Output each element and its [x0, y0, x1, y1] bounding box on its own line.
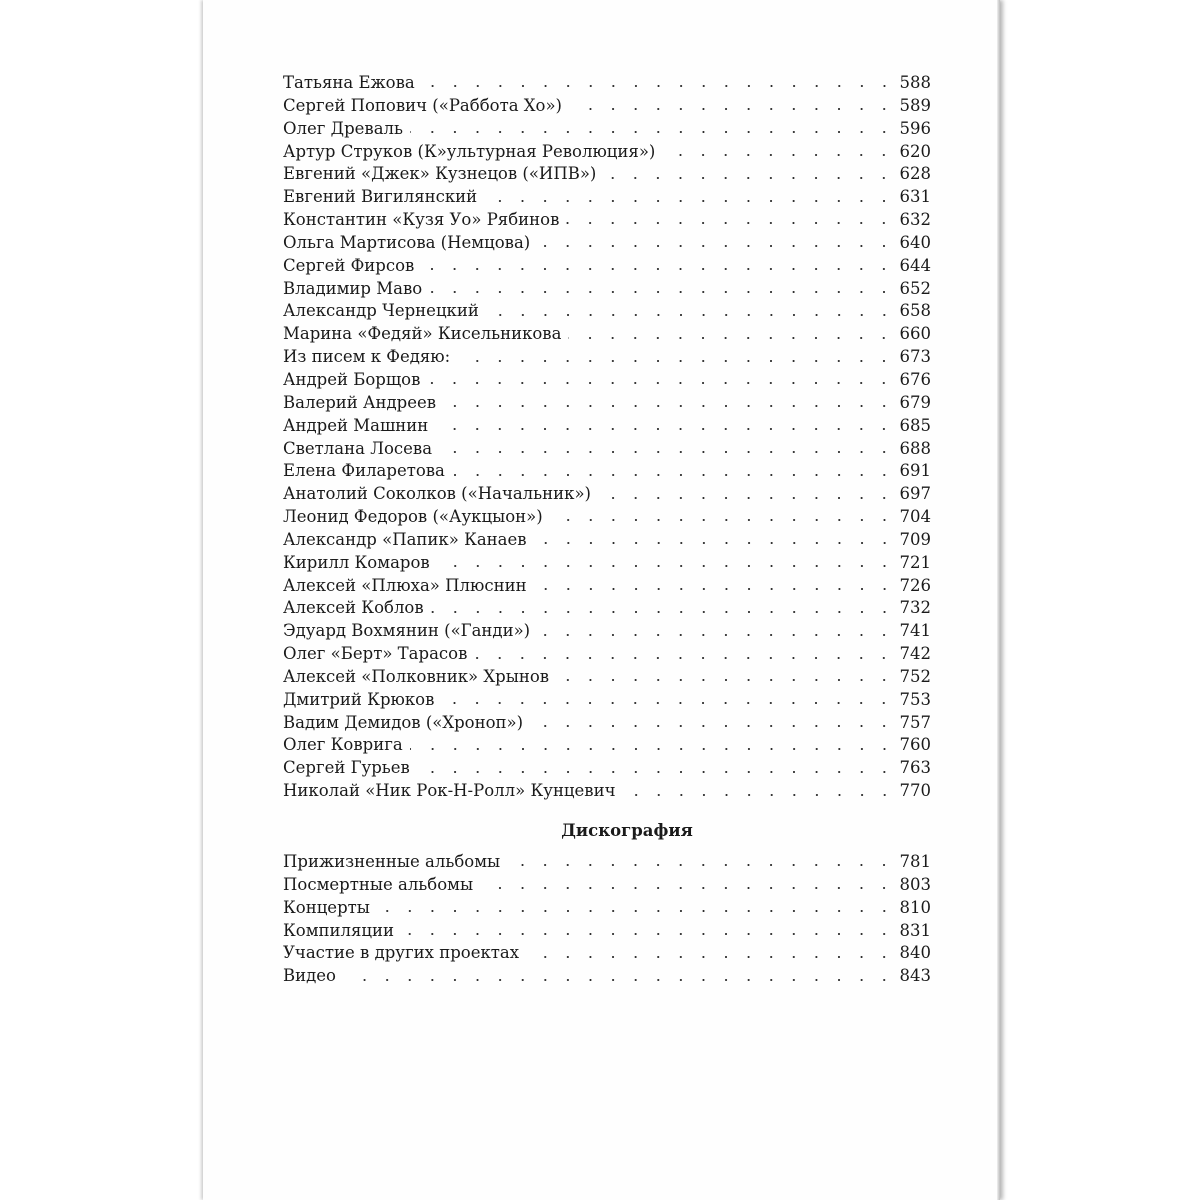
toc-entry	[283, 920, 931, 943]
toc-entry	[283, 392, 931, 415]
entry-title: Леонид Федоров («Аукцыон»)	[283, 507, 543, 527]
entry-page-number: 763	[899, 758, 931, 778]
entry-page-number: 757	[899, 712, 931, 732]
entry-page-number: 589	[899, 95, 931, 115]
entry-title: Алексей «Плюха» Плюснин	[283, 575, 527, 595]
toc-entry	[283, 118, 931, 141]
dot-leader	[343, 978, 896, 982]
dot-leader	[427, 381, 895, 385]
toc-entry	[283, 186, 931, 209]
entry-title: Светлана Лосева	[283, 438, 433, 458]
entry-title: Прижизненные альбомы	[283, 852, 501, 871]
entry-page-number: 628	[899, 164, 931, 184]
dot-leader	[623, 793, 896, 797]
discography-heading: Дискография	[561, 821, 693, 840]
entry-title: Эдуард Вохмянин («Ганди»)	[283, 621, 531, 641]
entry-page-number: 732	[899, 598, 931, 618]
entry-title: Евгений Вигилянский	[283, 187, 478, 207]
dot-leader	[429, 290, 895, 294]
entry-page-number: 742	[899, 644, 931, 664]
entry-title: Кирилл Комаров	[283, 552, 430, 572]
dot-leader	[417, 770, 896, 774]
entry-page-number: 685	[899, 415, 931, 435]
entry-page-number: 644	[899, 255, 931, 275]
toc-entry	[283, 438, 931, 461]
dot-leader	[422, 84, 896, 88]
toc-entry	[283, 643, 931, 666]
discography-list	[283, 851, 931, 988]
dot-leader	[507, 863, 895, 867]
entry-title: Сергей Попович («Раббота Хо»)	[283, 95, 562, 115]
toc-entry	[283, 346, 931, 369]
dot-leader	[534, 587, 896, 591]
entry-page-number: 596	[899, 118, 931, 138]
entry-title: Валерий Андреев	[283, 392, 437, 412]
entry-title: Участие в других проектах	[283, 943, 520, 963]
toc-entry	[283, 942, 931, 965]
entry-page-number: 726	[899, 575, 931, 595]
dot-leader	[435, 427, 895, 431]
dot-leader	[474, 656, 895, 660]
entry-title: Алексей Коблов	[283, 598, 424, 618]
dot-leader	[662, 153, 895, 157]
toc-entry	[283, 95, 931, 118]
book-page	[203, 0, 1000, 1200]
entry-title: Марина «Федяй» Кисельникова	[283, 324, 562, 344]
entry-title: Елена Филаретова	[283, 461, 445, 481]
entry-title: Анатолий Соколков («Начальник»)	[283, 484, 591, 504]
dot-leader	[550, 518, 896, 522]
entry-title: Посмертные альбомы	[283, 874, 474, 894]
dot-leader	[437, 564, 896, 568]
dot-leader	[377, 909, 896, 913]
toc-entry	[283, 163, 931, 186]
toc-entry	[283, 483, 931, 506]
entry-page-number: 810	[899, 897, 931, 917]
dot-leader	[556, 678, 895, 682]
dot-leader	[443, 404, 895, 408]
entry-page-number: 760	[899, 735, 931, 755]
dot-leader	[457, 359, 895, 363]
entry-page-number: 752	[899, 666, 931, 686]
toc-entry	[283, 369, 931, 392]
entry-page-number: 753	[899, 689, 931, 709]
toc-entry	[283, 965, 931, 988]
entry-title: Александр «Папик» Канаев	[283, 529, 527, 549]
entry-title: Владимир Маво	[283, 278, 423, 298]
entry-title: Николай «Ник Рок-Н-Ролл» Кунцевич	[283, 781, 616, 801]
contents-list	[283, 72, 931, 803]
entry-title: Олег «Берт» Тарасов	[283, 644, 468, 664]
toc-entry	[283, 874, 931, 897]
dot-leader	[441, 701, 895, 705]
entry-title: Евгений «Джек» Кузнецов («ИПВ»)	[283, 164, 597, 184]
toc-entry	[283, 552, 931, 575]
toc-entry	[283, 141, 931, 164]
dot-leader	[484, 199, 895, 203]
dot-leader	[452, 473, 896, 477]
entry-title: Олег Коврига	[283, 735, 403, 755]
dot-leader	[486, 313, 896, 317]
toc-entry	[283, 209, 931, 232]
dot-leader	[401, 932, 895, 936]
toc-entry	[283, 575, 931, 598]
toc-entry	[283, 734, 931, 757]
dot-leader	[480, 886, 895, 890]
dot-leader	[534, 541, 896, 545]
toc-entry	[283, 506, 931, 529]
dot-leader	[603, 176, 895, 180]
entry-title: Алексей «Полковник» Хрынов	[283, 666, 550, 686]
entry-page-number: 741	[899, 621, 931, 641]
entry-title: Татьяна Ежова	[283, 73, 415, 92]
toc-entry	[283, 255, 931, 278]
toc-entry	[283, 323, 931, 346]
entry-title: Концерты	[283, 897, 370, 917]
entry-page-number: 704	[899, 507, 931, 527]
dot-leader	[568, 336, 895, 340]
entry-page-number: 679	[899, 392, 931, 412]
dot-leader	[537, 244, 895, 248]
toc-entry	[283, 72, 931, 95]
entry-title: Компиляции	[283, 920, 395, 940]
dot-leader	[439, 450, 895, 454]
toc-entry	[283, 851, 931, 874]
entry-title: Сергей Гурьев	[283, 758, 410, 778]
entry-page-number: 658	[899, 301, 931, 321]
entry-page-number: 721	[899, 552, 931, 572]
entry-page-number: 673	[899, 347, 931, 367]
entry-page-number: 691	[899, 461, 931, 481]
entry-page-number: 652	[899, 278, 931, 298]
entry-page-number: 803	[899, 874, 931, 894]
entry-title: Андрей Машнин	[283, 415, 429, 435]
entry-page-number: 660	[899, 324, 931, 344]
dot-leader	[530, 724, 895, 728]
entry-title: Из писем к Федяю:	[283, 347, 451, 367]
entry-page-number: 840	[899, 943, 931, 963]
toc-entry	[283, 666, 931, 689]
entry-page-number: 697	[899, 484, 931, 504]
toc-entry	[283, 757, 931, 780]
entry-title: Вадим Демидов («Хроноп»)	[283, 712, 524, 732]
entry-title: Сергей Фирсов	[283, 255, 415, 275]
entry-page-number: 781	[899, 852, 931, 871]
dot-leader	[526, 955, 895, 959]
entry-title: Олег Древаль	[283, 118, 403, 138]
dot-leader	[537, 633, 895, 637]
toc-entry	[283, 712, 931, 735]
toc-entry	[283, 232, 931, 255]
entry-page-number: 631	[899, 187, 931, 207]
dot-leader	[569, 107, 896, 111]
entry-page-number: 770	[899, 781, 931, 801]
toc-entry	[283, 897, 931, 920]
toc-entry	[283, 529, 931, 552]
toc-entry	[283, 460, 931, 483]
entry-page-number: 831	[899, 920, 931, 940]
dot-leader	[421, 267, 895, 271]
entry-page-number: 843	[899, 966, 931, 986]
entry-page-number: 640	[899, 232, 931, 252]
entry-title: Дмитрий Крюков	[283, 689, 435, 709]
dot-leader	[431, 610, 896, 614]
entry-page-number: 688	[899, 438, 931, 458]
entry-title: Андрей Борщов	[283, 369, 421, 389]
entry-title: Ольга Мартисова (Немцова)	[283, 232, 531, 252]
entry-page-number: 620	[899, 141, 931, 161]
toc-entry	[283, 620, 931, 643]
table-of-contents	[283, 72, 931, 988]
dot-leader	[410, 130, 896, 134]
entry-title: Константин «Кузя Уо» Рябинов	[283, 210, 560, 230]
dot-leader	[566, 221, 895, 225]
entry-title: Видео	[283, 966, 336, 986]
entry-page-number: 632	[899, 210, 931, 230]
entry-page-number: 676	[899, 369, 931, 389]
entry-title: Александр Чернецкий	[283, 301, 479, 321]
dot-leader	[410, 747, 896, 751]
toc-entry	[283, 415, 931, 438]
toc-entry	[283, 300, 931, 323]
entry-page-number: 588	[899, 73, 931, 92]
entry-page-number: 709	[899, 529, 931, 549]
toc-entry	[283, 597, 931, 620]
toc-entry	[283, 278, 931, 301]
dot-leader	[598, 496, 896, 500]
entry-title: Артур Струков (К»ультурная Революция»)	[283, 141, 656, 161]
toc-entry	[283, 780, 931, 803]
toc-entry	[283, 689, 931, 712]
